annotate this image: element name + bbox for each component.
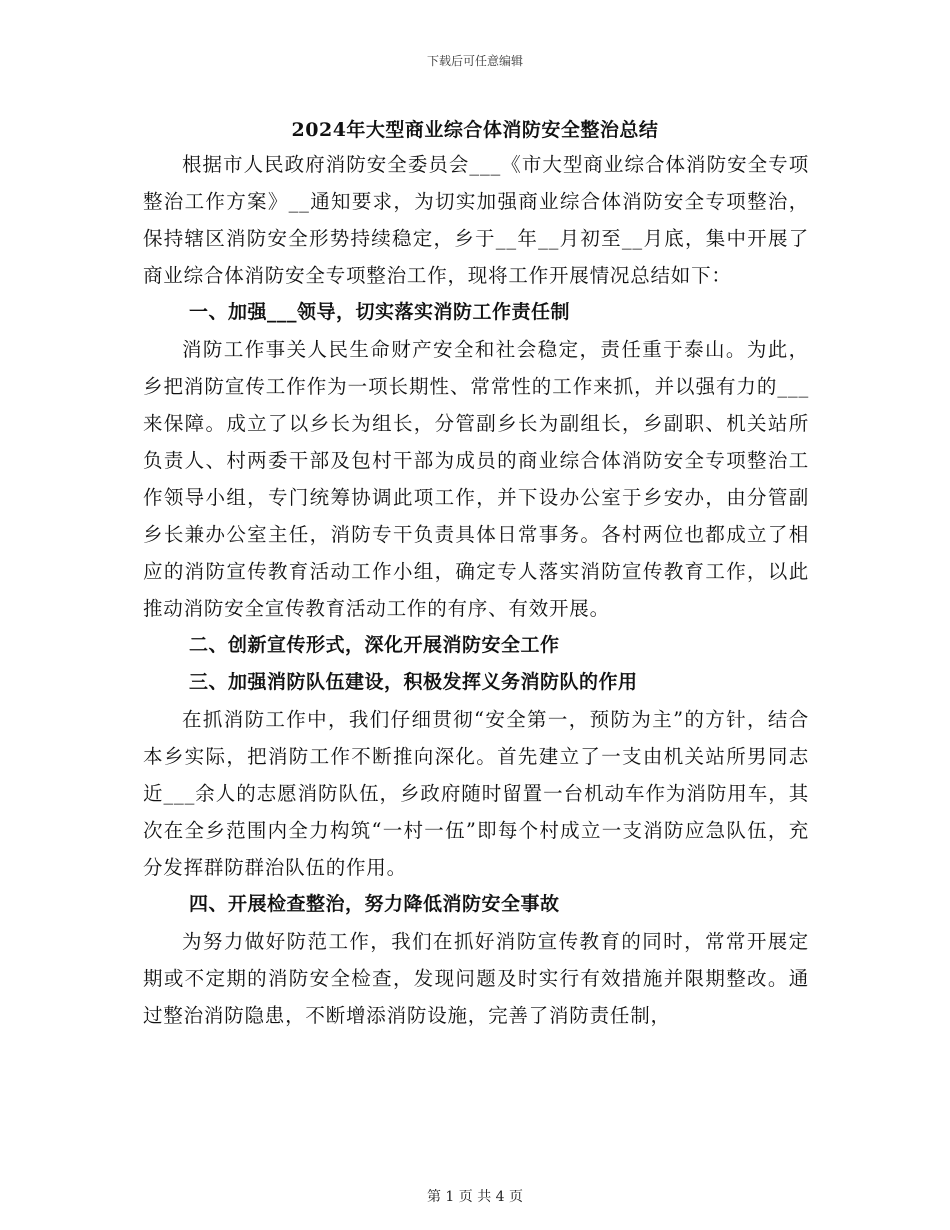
document-body (143, 146, 809, 1034)
page-header: 下载后可任意编辑 (426, 54, 523, 68)
section-3-heading: 三、加强消防队伍建设，积极发挥义务消防队的作用 (189, 671, 638, 693)
section-3-paragraph: 在抓消防工作中，我们仔细贯彻“安全第一，预防为主”的方针，结合本乡实际，把消防工作不断推向深化。首先建立了一支由机关站所男同志近___余人的志愿消防队伍，乡政府随时留置一台机动车作为消防用车，其次在全乡范围内全力构筑“一村一伍”即每个村成立一支消防应急队伍，充分发挥群防群治队伍的作用。 (143, 708, 809, 879)
intro-paragraph: 根据市人民政府消防安全委员会___《市大型商业综合体消防安全专项整治工作方案》__通知要求，为切实加强商业综合体消防安全专项整治，保持辖区消防安全形势持续稳定，乡于__年__月初至__月底，集中开展了商业综合体消防安全专项整治工作，现将工作开展情况总结如下： (143, 153, 809, 287)
document-title: 2024年大型商业综合体消防安全整治总结 (291, 119, 659, 141)
section-2-heading: 二、创新宣传形式，深化开展消防安全工作 (189, 634, 560, 656)
section-1-paragraph: 消防工作事关人民生命财产安全和社会稳定，责任重于泰山。为此，乡把消防宣传工作作为一项长期性、常常性的工作来抓，并以强有力的___来保障。成立了以乡长为组长，分管副乡长为副组长，乡副职、机关站所负责人、村两委干部及包村干部为成员的商业综合体消防安全专项整治工作领导小组，专门统筹协调此项工作，并下设办公室于乡安办，由分管副乡长兼办公室主任，消防专干负责具体日常事务。各村两位也都成立了相应的消防宣传教育活动工作小组，确定专人落实消防宣传教育工作，以此推动消防安全宣传教育活动工作的有序、有效开展。 (143, 338, 809, 620)
section-4-heading: 四、开展检查整治，努力降低消防安全事故 (189, 893, 560, 915)
section-4-paragraph: 为努力做好防范工作，我们在抓好消防宣传教育的同时，常常开展定期或不定期的消防安全检查，发现问题及时实行有效措施并限期整改。通过整治消防隐患，不断增添消防设施，完善了消防责任制， (143, 930, 809, 1027)
section-1-heading: 一、加强___领导，切实落实消防工作责任制 (189, 301, 571, 323)
page-number-footer: 第 1 页 共 4 页 (426, 1189, 524, 1205)
